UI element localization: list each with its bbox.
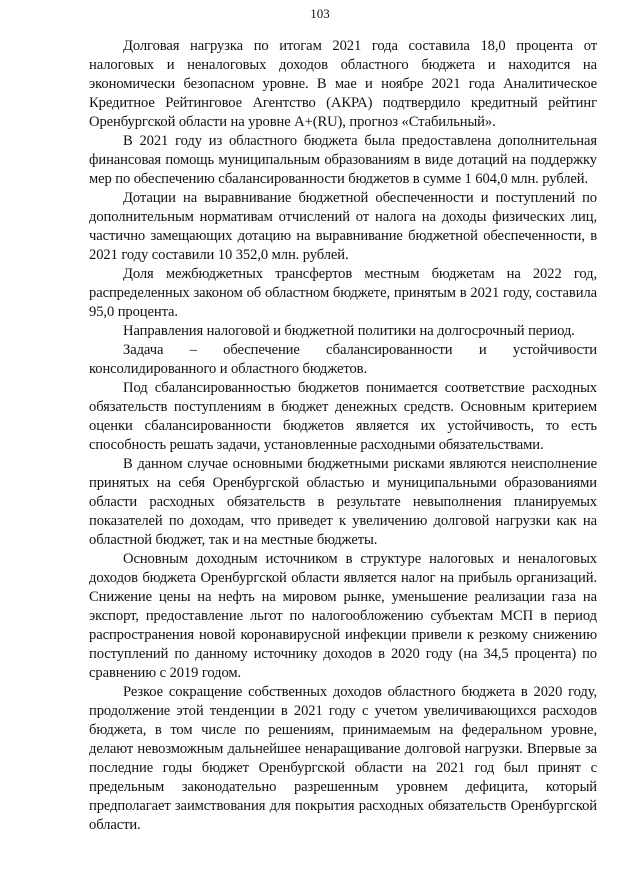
paragraph-financial-aid: В 2021 году из областного бюджета была предоставлена дополнительная финансовая помощь муниципальным образованиям в виде дотаций на поддержку мер по обеспечению сбалансированности бюджетов в сумме 1 604,0 млн. рублей. (89, 133, 597, 187)
paragraph-revenue-reduction: Резкое сокращение собственных доходов областного бюджета в 2020 году, продолжение этой тенденции в 2021 году с учетом увеличивающихся расходов бюджета, в том числе по решениям, принимаемым на федеральном уровне, делают невозможным дальнейшее ненаращивание долговой нагрузки. Впервые за последние годы бюджет Оренбургской области на 2021 год был принят с предельным законодательно разрешенным уровнем дефицита, который предполагает заимствования для покрытия расходных обязательств Оренбургской области. (89, 684, 597, 833)
page-number: 103 (310, 6, 330, 21)
paragraph-balance-definition: Под сбалансированностью бюджетов понимается соответствие расходных обязательств поступлениям в бюджет денежных средств. Основным критерием оценки сбалансированности бюджетов является их устойчивость, то есть способность решать задачи, установленные расходными обязательствами. (89, 380, 597, 453)
paragraph-budget-risks: В данном случае основными бюджетными рисками являются неисполнение принятых на себя Оренбургской областью и муниципальными образованиями области расходных обязательств в результате невыполнения планируемых показателей по доходам, что приведет к увеличению долговой нагрузки как на областной бюджет, так и на местные бюджеты. (89, 456, 597, 548)
paragraph-equalization-grants: Дотации на выравнивание бюджетной обеспеченности и поступлений по дополнительным нормативам отчислений от налога на доходы физических лиц, частично замещающих дотацию на выравнивание бюджетной обеспеченности, в 2021 году составили 10 352,0 млн. рублей. (89, 190, 597, 263)
document-body (89, 37, 597, 835)
paragraph-policy-directions: Направления налоговой и бюджетной политики на долгосрочный период. (123, 323, 575, 339)
paragraph-debt-load: Долговая нагрузка по итогам 2021 года составила 18,0 процента от налоговых и неналоговых доходов областного бюджета и находится на экономически безопасном уровне. В мае и ноябре 2021 года Аналитическое Кредитное Рейтинговое Агентство (АКРА) подтвердило кредитный рейтинг Оренбургской области на уровне А+(RU), прогноз «Стабильный». (89, 38, 597, 130)
paragraph-main-revenue-source: Основным доходным источником в структуре налоговых и неналоговых доходов бюджета Оренбургской области является налог на прибыль организаций. Снижение цены на нефть на мировом рынке, уменьшение реализации газа на экспорт, предоставление льгот по налогообложению субъектам МСП в период распространения новой коронавирусной инфекции привели к резкому снижению поступлений по данному источнику доходов в 2020 году (на 34,5 процента) по сравнению с 2019 годом. (89, 551, 597, 681)
paragraph-transfer-share: Доля межбюджетных трансфертов местным бюджетам на 2022 год, распределенных законом об областном бюджете, принятым в 2021 году, составила 95,0 процента. (89, 266, 597, 320)
paragraph-task: Задача – обеспечение сбалансированности и устойчивости консолидированного и областного бюджетов. (89, 342, 597, 377)
